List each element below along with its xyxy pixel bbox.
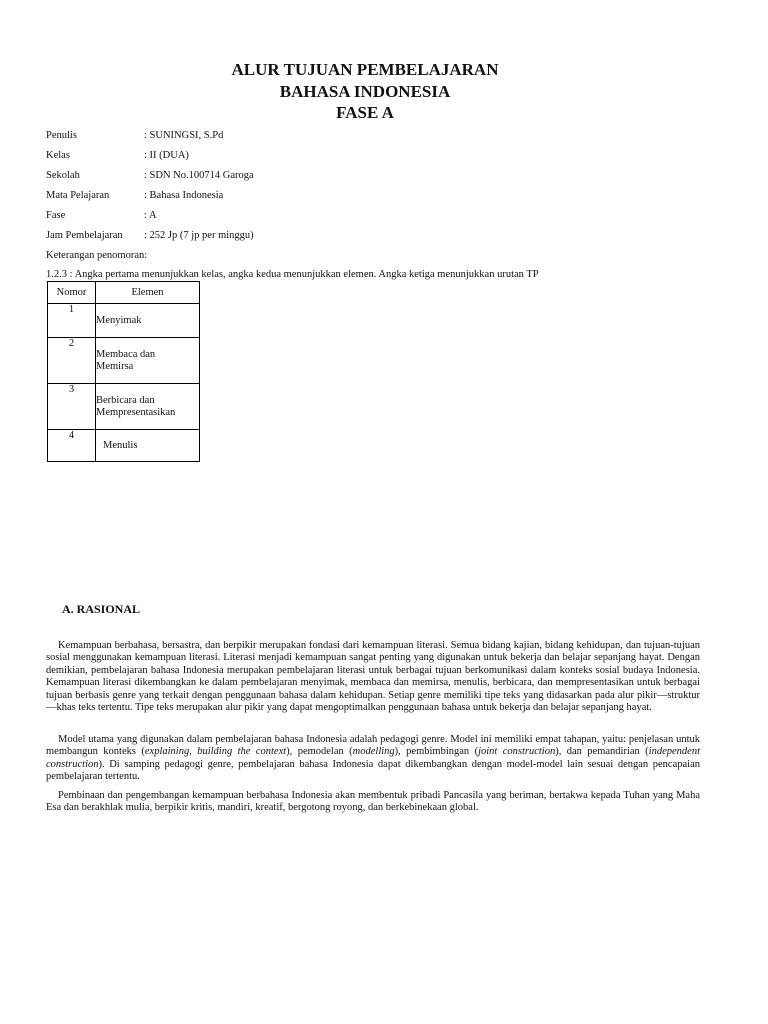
document-title-line-3: FASE A [336, 103, 394, 122]
header-nomor: Nomor [48, 282, 96, 304]
meta-sekolah [46, 169, 254, 182]
meta-value: : A [144, 210, 157, 221]
numbering-note-heading: Keterangan penomoran: [46, 250, 148, 261]
p2-text-a: Model utama yang digunakan dalam pembelajaran bahasa Indonesia adalah pedagogi genre. Model ini memiliki empat tahapan, yaitu: penjelasan untuk membangun konteks ( [46, 734, 700, 758]
element-name: Menyimak [96, 315, 142, 326]
table-row [48, 430, 200, 462]
p2-italic-2: modelling [352, 746, 395, 758]
meta-label: Jam Pembelajaran [46, 230, 123, 241]
element-name: Menulis [103, 440, 138, 451]
rasional-paragraph-3: Pembinaan dan pengembangan kemampuan berbahasa Indonesia akan membentuk pribadi Pancasila yang beriman, bertakwa kepada Tuhan yang Maha Esa dan berakhlak mulia, berpikir kritis, mandiri, kreatif, bergotong royong, dan berkebinekaan global. [46, 790, 700, 814]
p2-italic-1: explaining, building the context [144, 746, 287, 758]
row-element [96, 338, 200, 384]
meta-value: : Bahasa Indonesia [144, 190, 224, 201]
numbering-note-detail: 1.2.3 : Angka pertama menunjukkan kelas, angka kedua menunjukkan elemen. Angka ketiga menunjukkan urutan TP [46, 269, 539, 280]
meta-value: : 252 Jp (7 jp per minggu) [144, 230, 254, 241]
row-element [96, 384, 200, 430]
meta-value: : SUNINGSI, S.Pd [144, 130, 224, 141]
meta-jam-pembelajaran [46, 229, 254, 242]
meta-value: : SDN No.100714 Garoga [144, 170, 254, 181]
meta-label: Penulis [46, 130, 77, 141]
meta-label: Fase [46, 210, 66, 221]
row-element [96, 304, 200, 338]
element-name: Membaca dan [96, 349, 156, 360]
row-number: 3 [48, 384, 96, 430]
p2-italic-3: joint construction [478, 746, 556, 758]
row-number: 1 [48, 304, 96, 338]
document-title-line-1: ALUR TUJUAN PEMBELAJARAN [231, 60, 499, 79]
element-name-cont: Mempresentasikan [96, 407, 176, 418]
row-number: 4 [48, 430, 96, 462]
meta-label: Kelas [46, 150, 70, 161]
rasional-paragraph-1: Kemampuan berbahasa, bersastra, dan berpikir merupakan fondasi dari kemampuan literasi. Semua bidang kajian, bidang kehidupan, dan tujuan-tujuan sosial menggunakan kemampuan literasi. Literasi menjadi kemampuan sangat penting yang digunakan untuk bekerja dan belajar sepanjang hayat. Dengan demikian, pembelajaran bahasa Indonesia merupakan pembelajaran literasi untuk berbagai tujuan berkomunikasi dalam konteks sosial budaya Indonesia. Kemampuan literasi dikembangkan ke dalam pembelajaran menyimak, membaca dan memirsa, menulis, berbicara, dan mempresentasikan untuk berbagai tujuan berbasis genre yang terkait dengan penggunaan bahasa dalam kehidupan. Setiap genre memiliki tipe teks yang didasarkan pada alur pikir—struktur—khas teks tertentu. Tipe teks merupakan alur pikir yang dapat mengoptimalkan penggunaan bahasa untuk bekerja dan belajar sepanjang hayat. [46, 640, 700, 714]
row-element [96, 430, 200, 462]
document-title-line-2: BAHASA INDONESIA [279, 82, 451, 101]
element-name: Berbicara dan [96, 395, 155, 406]
meta-label: Sekolah [46, 170, 80, 181]
meta-penulis [46, 129, 223, 142]
element-name-cont: Memirsa [96, 361, 134, 372]
meta-kelas [46, 149, 189, 162]
meta-value: : II (DUA) [144, 150, 189, 161]
p2-italic-4: independent construction [46, 746, 701, 770]
rasional-paragraph-2 [46, 734, 700, 784]
table-row [48, 338, 200, 384]
section-heading-rasional: A. RASIONAL [62, 602, 141, 616]
p2-text-e: ). Di samping pedagogi genre, pembelajaran bahasa Indonesia dapat dikembangkan dengan model-model lain sesuai dengan pencapaian pembelajaran tertentu. [46, 758, 700, 783]
meta-fase [46, 209, 157, 222]
table-header-row [48, 282, 200, 304]
header-elemen: Elemen [96, 282, 200, 304]
meta-label: Mata Pelajaran [46, 190, 110, 201]
p2-text-d: ), dan pemandirian ( [555, 746, 649, 758]
elements-table [47, 281, 200, 462]
meta-mata-pelajaran [46, 189, 223, 202]
table-row [48, 304, 200, 338]
p2-text-c: ), pembimbingan ( [394, 746, 479, 758]
p2-text-b: ), pemodelan ( [286, 746, 353, 758]
table-row [48, 384, 200, 430]
row-number: 2 [48, 338, 96, 384]
